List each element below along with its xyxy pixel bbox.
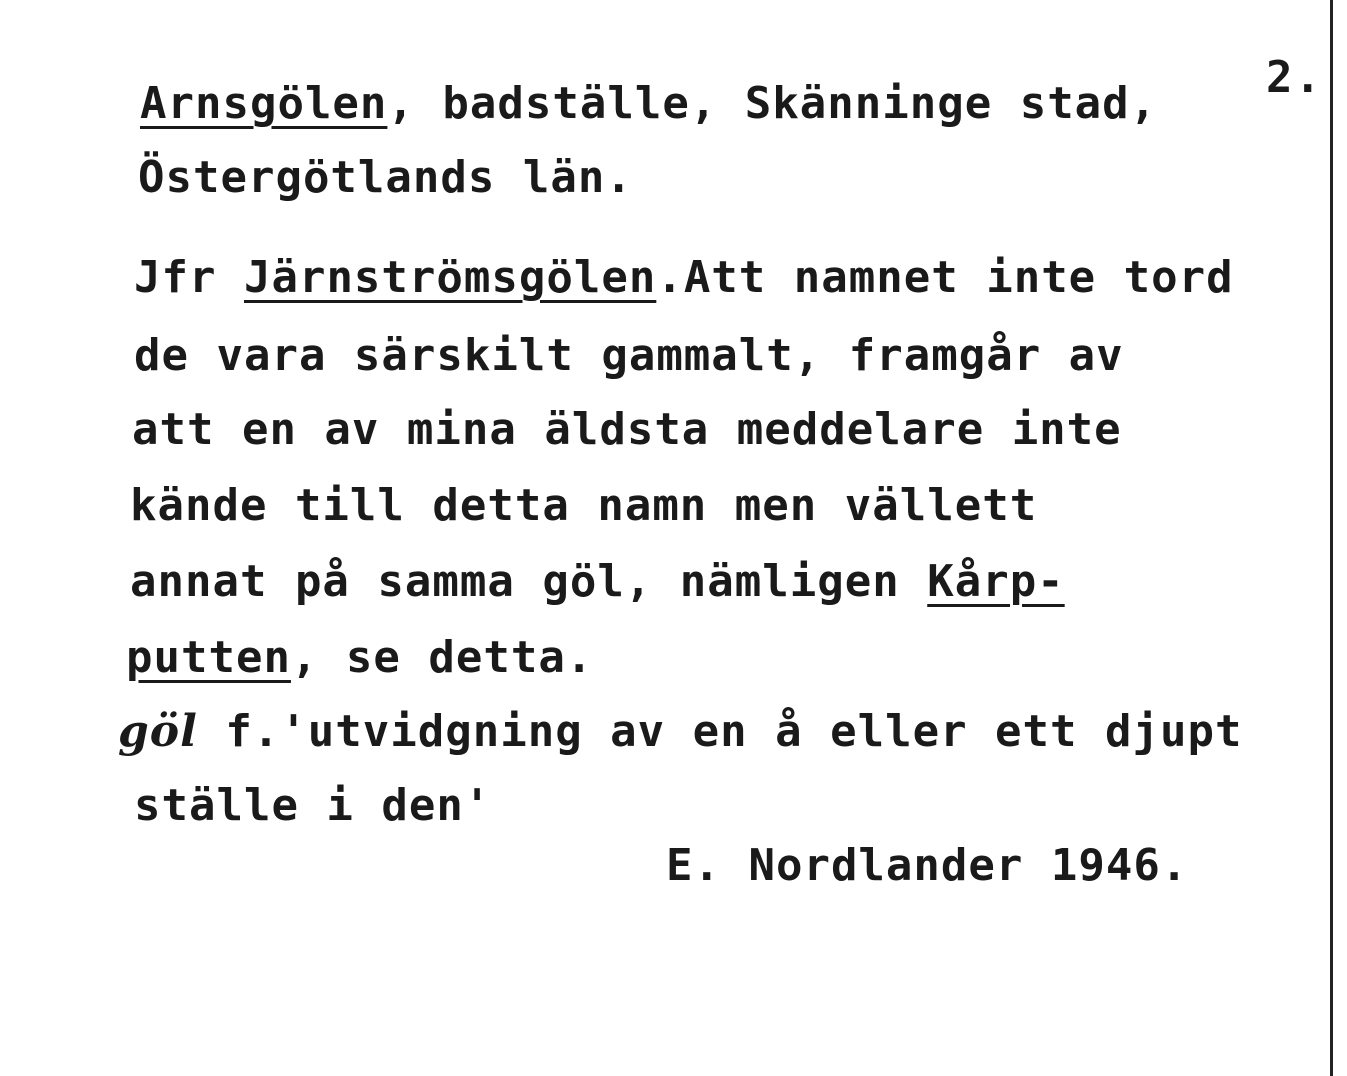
text-line-6: kände till detta namn men vällett [130, 480, 1038, 531]
text-line-1 [140, 78, 1157, 129]
cross-reference-jarnstromsgolen: Järnströmsgölen [243, 252, 657, 303]
text-line-10: ställe i den' [134, 780, 492, 831]
headword: Arnsgölen [140, 78, 388, 129]
page-number: 2. [1266, 52, 1323, 103]
cross-reference-karputten: Kårp- [927, 556, 1065, 607]
text-line-7 [130, 556, 1065, 607]
text-line-2: Östergötlands län. [138, 152, 633, 203]
text-line-8 [126, 632, 593, 683]
text-line-5: att en av mina äldsta meddelare inte [132, 404, 1122, 455]
text-line-9-rest: f.'utvidgning av en å eller ett djupt [197, 706, 1243, 757]
handwritten-word: göl [118, 706, 198, 757]
text-line-4: de vara särskilt gammalt, framgår av [134, 330, 1124, 381]
cross-reference-karputten-end: putten [126, 632, 291, 683]
text-line-3-rest: .Att namnet inte tord [656, 252, 1234, 303]
text-line-3 [134, 252, 1234, 303]
text-line-3-prefix: Jfr [134, 252, 244, 303]
card-edge [1330, 0, 1333, 1076]
text-line-7-prefix: annat på samma göl, nämligen [130, 556, 928, 607]
text-line-8-rest: , se detta. [290, 632, 594, 683]
text-line-9 [118, 706, 1242, 757]
text-line-1-rest: , badställe, Skänninge stad, [387, 78, 1158, 129]
signature: E. Nordlander 1946. [666, 840, 1189, 891]
